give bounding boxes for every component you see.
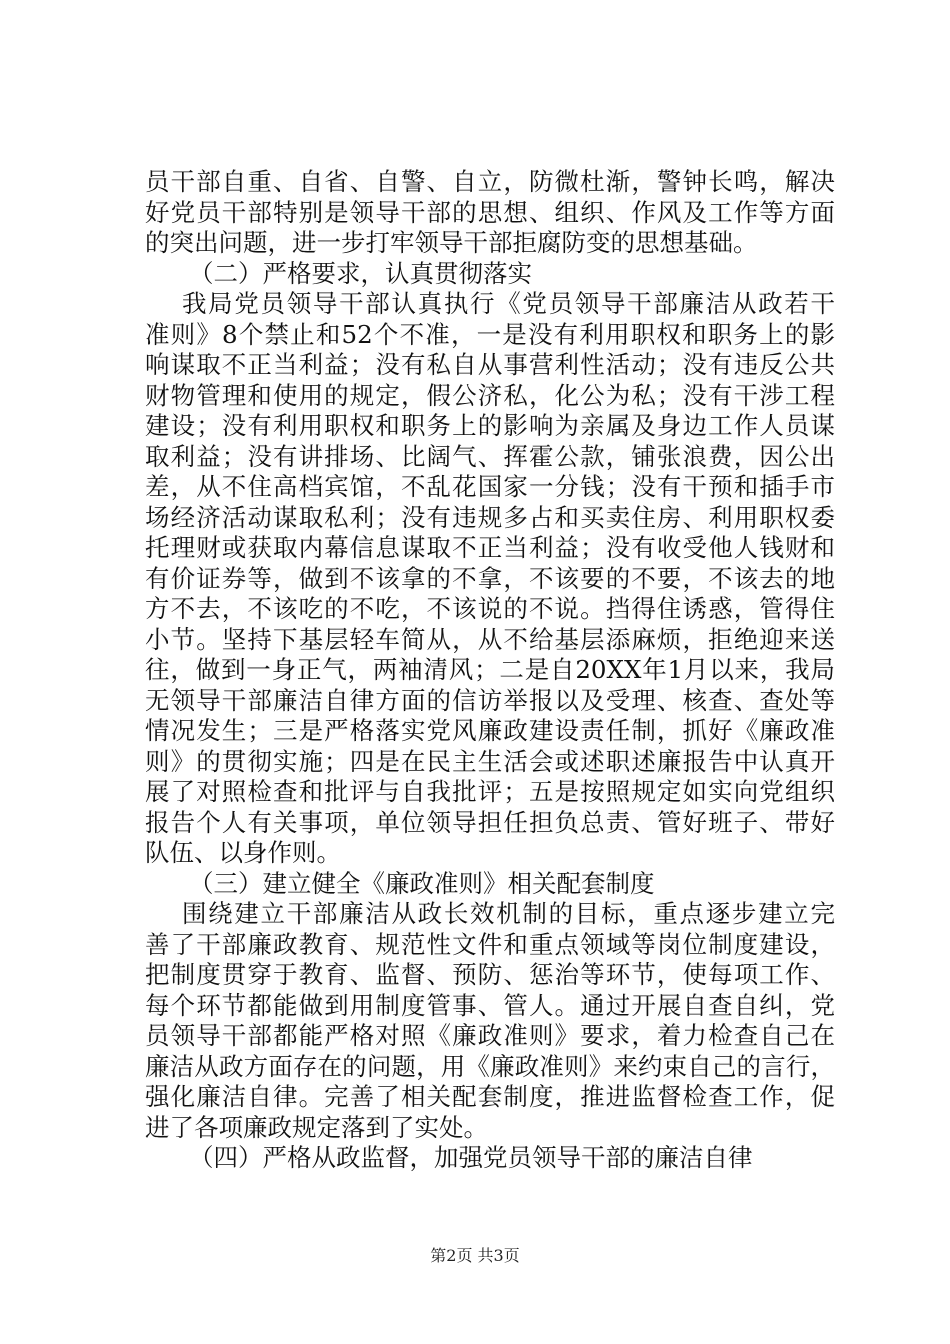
- text-line: 强化廉洁自律。完善了相关配套制度，推进监督检查工作，促: [145, 1082, 835, 1111]
- text-line: 方不去，不该吃的不吃，不该说的不说。挡得住诱惑，管得住: [145, 594, 835, 623]
- text-line: 响谋取不正当利益；没有私自从事营利性活动；没有违反公共: [145, 350, 835, 379]
- page-footer: 第2页 共3页: [430, 1246, 520, 1265]
- text-line: 围绕建立干部廉洁从政长效机制的目标，重点逐步建立完: [182, 899, 835, 928]
- text-line: 场经济活动谋取私利；没有违规多占和买卖住房、利用职权委: [145, 502, 835, 532]
- text-line: 差，从不住高档宾馆，不乱花国家一分钱；没有干预和插手市: [145, 472, 835, 501]
- text-line: 员干部自重、自省、自警、自立，防微杜渐，警钟长鸣，解决: [145, 167, 835, 196]
- text-line: 员领导干部都能严格对照《廉政准则》要求，着力检查自己在: [145, 1021, 835, 1050]
- text-line: 善了干部廉政教育、规范性文件和重点领域等岗位制度建设，: [145, 929, 835, 959]
- section-heading: （三）建立健全《廉政准则》相关配套制度: [189, 868, 655, 898]
- text-line: 取利益；没有讲排场、比阔气、挥霍公款，铺张浪费，因公出: [145, 441, 835, 471]
- text-line: 小节。坚持下基层轻车简从，从不给基层添麻烦，拒绝迎来送: [145, 624, 835, 654]
- text-line: 廉洁从政方面存在的问题，用《廉政准则》来约束自己的言行，: [145, 1051, 835, 1081]
- text-line: 建设；没有利用职权和职务上的影响为亲属及身边工作人员谋: [145, 411, 835, 440]
- text-line: 每个环节都能做到用制度管事、管人。通过开展自查自纠，党: [145, 990, 835, 1020]
- text-line: 准则》8个禁止和52个不准，一是没有利用职权和职务上的影: [145, 319, 835, 349]
- text-line: 好党员干部特别是领导干部的思想、组织、作风及工作等方面: [145, 197, 835, 227]
- text-line: 则》的贯彻实施；四是在民主生活会或述职述廉报告中认真开: [145, 746, 835, 776]
- text-line: 队伍、以身作则。: [145, 838, 341, 867]
- section-heading: （四）严格从政监督，加强党员领导干部的廉洁自律: [189, 1143, 753, 1172]
- text-line: 我局党员领导干部认真执行《党员领导干部廉洁从政若干: [182, 289, 835, 318]
- body-text: [145, 167, 835, 1174]
- text-line: 托理财或获取内幕信息谋取不正当利益；没有收受他人钱财和: [145, 533, 835, 562]
- section-heading: （二）严格要求，认真贯彻落实: [189, 258, 532, 288]
- text-line: 往，做到一身正气，两袖清风；二是自20XX年1月以来，我局: [145, 655, 835, 684]
- text-line: 情况发生；三是严格落实党风廉政建设责任制，抓好《廉政准: [145, 716, 835, 745]
- text-line: 有价证券等，做到不该拿的不拿，不该要的不要，不该去的地: [145, 563, 835, 593]
- text-line: 报告个人有关事项，单位领导担任担负总责、管好班子、带好: [145, 807, 835, 837]
- text-line: 财物管理和使用的规定，假公济私，化公为私；没有干涉工程: [145, 380, 835, 410]
- text-line: 把制度贯穿于教育、监督、预防、惩治等环节，使每项工作、: [145, 960, 835, 989]
- text-line: 展了对照检查和批评与自我批评；五是按照规定如实向党组织: [145, 777, 835, 806]
- text-line: 的突出问题，进一步打牢领导干部拒腐防变的思想基础。: [145, 228, 758, 257]
- text-line: 无领导干部廉洁自律方面的信访举报以及受理、核查、查处等: [145, 685, 835, 715]
- text-line: 进了各项廉政规定落到了实处。: [145, 1112, 488, 1142]
